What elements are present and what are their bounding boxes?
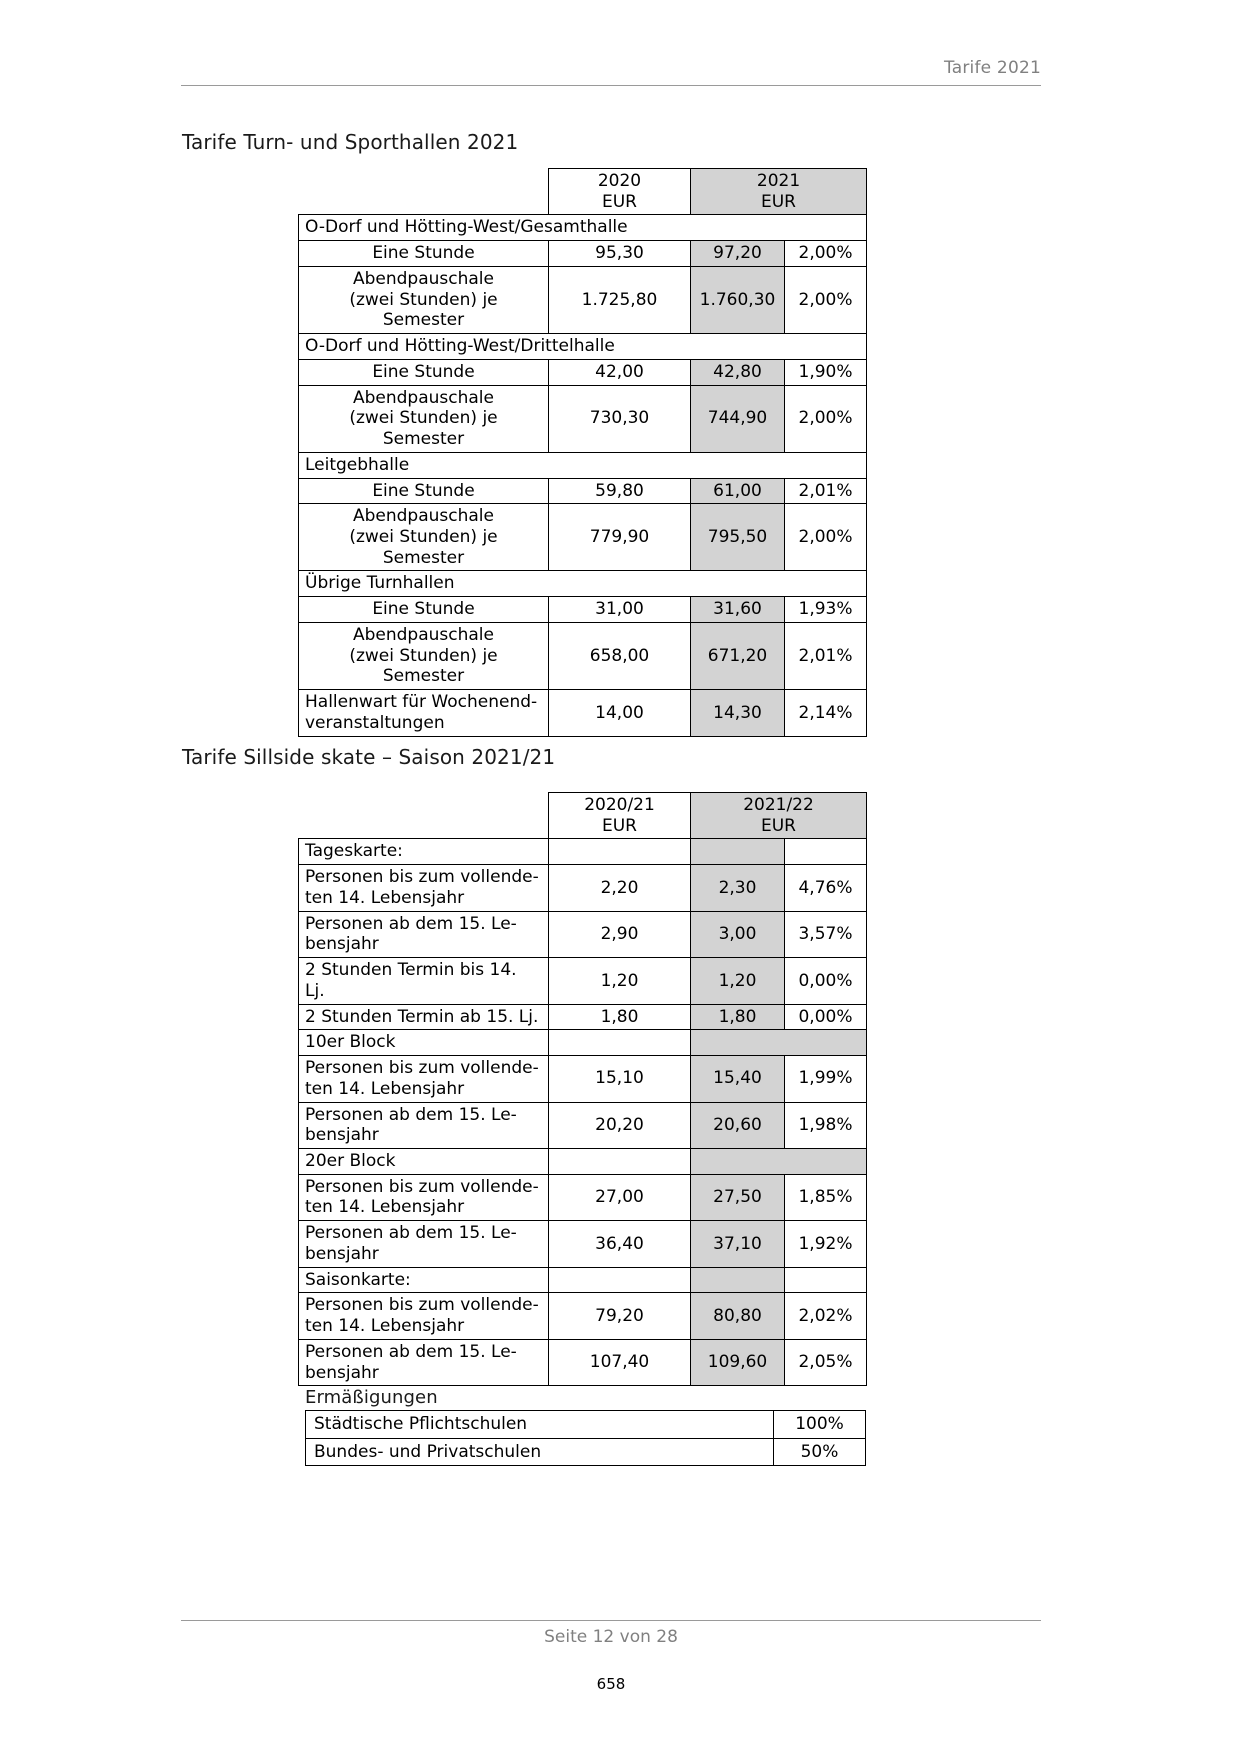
table-row — [306, 1438, 866, 1466]
table-row — [299, 597, 867, 623]
empty-corner-cell — [299, 169, 549, 215]
cell-pct: 1,92% — [785, 1221, 867, 1267]
row-label-ab-15 — [299, 1339, 549, 1385]
section-title-sillside-skate: Tarife Sillside skate – Saison 2021/21 — [182, 745, 556, 769]
row-label-line3: Semester — [382, 666, 465, 687]
row-label-line2: bensjahr — [305, 1243, 379, 1264]
cell-prev: 14,00 — [549, 690, 691, 736]
header-divider — [181, 85, 1041, 86]
row-label-line2: (zwei Stunden) je — [349, 408, 498, 429]
row-label-hallenwart — [299, 690, 549, 736]
section-title-sporthallen: Tarife Turn- und Sporthallen 2021 — [182, 130, 519, 154]
table-row — [306, 1411, 866, 1439]
table-row — [299, 1056, 867, 1102]
row-label-bis-14 — [299, 1056, 549, 1102]
row-label-line2: veranstaltungen — [305, 712, 445, 733]
category-odorf-drittelhalle: O-Dorf und Hötting-West/Drittelhalle — [299, 334, 867, 360]
cell-prev: 658,00 — [549, 622, 691, 689]
row-label — [299, 504, 549, 571]
row-label-bis-14 — [299, 865, 549, 911]
header-prev-unit: EUR — [602, 815, 637, 836]
cell-pct: 0,00% — [785, 958, 867, 1004]
row-label-ab-15 — [299, 1221, 549, 1267]
row-label-line2: ten 14. Lebensjahr — [305, 1078, 465, 1099]
category-saisonkarte: Saisonkarte: — [299, 1267, 549, 1293]
footer-page-label: Seite 12 von 28 — [544, 1627, 678, 1647]
cell-pct: 2,01% — [785, 478, 867, 504]
cell-pct: 1,85% — [785, 1174, 867, 1220]
header-prev-unit: EUR — [602, 191, 637, 212]
row-label: Eine Stunde — [299, 241, 549, 267]
header-curr-period — [691, 169, 867, 215]
cell-curr: 42,80 — [691, 359, 785, 385]
category-leitgebhalle: Leitgebhalle — [299, 452, 867, 478]
cell-pct: 1,90% — [785, 359, 867, 385]
cell-prev: 1,20 — [549, 958, 691, 1004]
header-prev-year: 2020/21 — [584, 795, 655, 815]
table-row — [299, 1293, 867, 1339]
category-odorf-gesamthalle: O-Dorf und Hötting-West/Gesamthalle — [299, 215, 867, 241]
table-row — [299, 478, 867, 504]
cell-curr: 1,20 — [691, 958, 785, 1004]
cell-pct: 2,00% — [785, 385, 867, 452]
table-row — [299, 1267, 867, 1293]
cell-pct: 2,00% — [785, 241, 867, 267]
cell-pct: 1,98% — [785, 1102, 867, 1148]
empty-corner-cell — [299, 793, 549, 839]
row-label-line2: bensjahr — [305, 934, 379, 955]
table-row — [299, 241, 867, 267]
cell-prev: 107,40 — [549, 1339, 691, 1385]
cell-prev: 15,10 — [549, 1056, 691, 1102]
cell-curr: 744,90 — [691, 385, 785, 452]
row-label-line3: Semester — [382, 310, 465, 331]
table-row — [299, 385, 867, 452]
row-label: Eine Stunde — [299, 359, 549, 385]
row-label-bis-14 — [299, 1174, 549, 1220]
cell-prev: 730,30 — [549, 385, 691, 452]
row-label-line1: Personen ab dem 15. Le- — [305, 1223, 517, 1244]
cell-empty — [549, 839, 691, 865]
row-label-bis-14 — [299, 1293, 549, 1339]
header-prev-year: 2020 — [597, 171, 642, 191]
table-row — [299, 266, 867, 333]
row-label-line3: Semester — [382, 429, 465, 450]
section-title-ermaessigungen: Ermäßigungen — [305, 1387, 438, 1408]
header-prev-period — [549, 169, 691, 215]
row-label-pflichtschulen: Städtische Pflichtschulen — [306, 1411, 774, 1439]
row-label: Eine Stunde — [299, 478, 549, 504]
cell-curr: 3,00 — [691, 911, 785, 957]
row-label-line1: Abendpauschale — [352, 387, 494, 408]
cell-curr: 14,30 — [691, 690, 785, 736]
table-row — [299, 865, 867, 911]
cell-curr: 1,80 — [691, 1004, 785, 1030]
table-row — [299, 1149, 867, 1175]
table-row — [299, 359, 867, 385]
cell-prev: 2,20 — [549, 865, 691, 911]
category-tageskarte: Tageskarte: — [299, 839, 549, 865]
table-row — [299, 334, 867, 360]
table-row — [299, 690, 867, 736]
table-row — [299, 958, 867, 1004]
cell-prev: 20,20 — [549, 1102, 691, 1148]
header-curr-unit: EUR — [761, 815, 796, 836]
table-header-row — [299, 793, 867, 839]
row-label-line2: ten 14. Lebensjahr — [305, 887, 465, 908]
row-label-line3: Semester — [382, 547, 465, 568]
cell-empty — [549, 1030, 691, 1056]
cell-value: 50% — [774, 1438, 866, 1466]
row-label-2h-ab-15: 2 Stunden Termin ab 15. Lj. — [299, 1004, 549, 1030]
table-row — [299, 215, 867, 241]
cell-pct: 4,76% — [785, 865, 867, 911]
row-label-line1: Personen bis zum vollende- — [305, 867, 539, 888]
row-label-line2: bensjahr — [305, 1362, 379, 1383]
table-row — [299, 1030, 867, 1056]
row-label-line1: Personen ab dem 15. Le- — [305, 1104, 517, 1125]
table-row — [299, 622, 867, 689]
header-title: Tarife 2021 — [943, 58, 1041, 78]
cell-prev: 42,00 — [549, 359, 691, 385]
cell-curr: 80,80 — [691, 1293, 785, 1339]
table-header-row — [299, 169, 867, 215]
row-label-ab-15 — [299, 911, 549, 957]
cell-curr: 1.760,30 — [691, 266, 785, 333]
row-label-line2: bensjahr — [305, 1125, 379, 1146]
table-tarife-sporthallen — [298, 168, 867, 737]
cell-pct: 1,99% — [785, 1056, 867, 1102]
cell-curr: 2,30 — [691, 865, 785, 911]
table-row — [299, 911, 867, 957]
row-label-line2: ten 14. Lebensjahr — [305, 1197, 465, 1218]
document-number: 658 — [596, 1675, 626, 1693]
cell-prev: 95,30 — [549, 241, 691, 267]
page-footer — [181, 1620, 1041, 1647]
cell-curr: 61,00 — [691, 478, 785, 504]
cell-curr: 15,40 — [691, 1056, 785, 1102]
cell-pct: 0,00% — [785, 1004, 867, 1030]
cell-empty — [549, 1149, 691, 1175]
table-row — [299, 1339, 867, 1385]
cell-empty — [691, 1267, 785, 1293]
header-prev-period — [549, 793, 691, 839]
cell-empty — [691, 1149, 867, 1175]
table-row — [299, 504, 867, 571]
cell-prev: 31,00 — [549, 597, 691, 623]
row-label-line1: Personen ab dem 15. Le- — [305, 1341, 517, 1362]
cell-pct: 2,00% — [785, 266, 867, 333]
cell-empty — [691, 1030, 867, 1056]
cell-curr: 20,60 — [691, 1102, 785, 1148]
cell-pct: 2,02% — [785, 1293, 867, 1339]
cell-curr: 31,60 — [691, 597, 785, 623]
cell-empty — [785, 1267, 867, 1293]
table-row — [299, 1102, 867, 1148]
cell-curr: 37,10 — [691, 1221, 785, 1267]
row-label-line2: (zwei Stunden) je — [349, 645, 498, 666]
row-label-line1: 2 Stunden Termin bis 14. — [305, 960, 517, 981]
cell-pct: 2,14% — [785, 690, 867, 736]
cell-empty — [785, 839, 867, 865]
row-label-ab-15 — [299, 1102, 549, 1148]
table-tarife-sillside-skate — [298, 792, 867, 1386]
row-label-line1: Abendpauschale — [352, 268, 494, 289]
cell-pct: 2,05% — [785, 1339, 867, 1385]
row-label-line1: Personen bis zum vollende- — [305, 1176, 539, 1197]
table-row — [299, 571, 867, 597]
cell-curr: 97,20 — [691, 241, 785, 267]
row-label-line1: Hallenwart für Wochenend- — [305, 692, 538, 713]
cell-prev: 1.725,80 — [549, 266, 691, 333]
table-row — [299, 1221, 867, 1267]
row-label — [299, 385, 549, 452]
cell-empty — [691, 839, 785, 865]
row-label — [299, 266, 549, 333]
row-label-line1: Personen bis zum vollende- — [305, 1295, 539, 1316]
row-label-line1: Abendpauschale — [352, 624, 494, 645]
table-row — [299, 839, 867, 865]
row-label-line1: Personen bis zum vollende- — [305, 1058, 539, 1079]
page-header — [181, 58, 1041, 86]
cell-pct: 2,01% — [785, 622, 867, 689]
row-label-line2: ten 14. Lebensjahr — [305, 1316, 465, 1337]
cell-pct: 3,57% — [785, 911, 867, 957]
table-ermaessigungen — [305, 1410, 866, 1466]
row-label-line1: Personen ab dem 15. Le- — [305, 913, 517, 934]
table-row — [299, 452, 867, 478]
cell-pct: 1,93% — [785, 597, 867, 623]
cell-curr: 109,60 — [691, 1339, 785, 1385]
row-label-2h-bis-14 — [299, 958, 549, 1004]
cell-curr: 27,50 — [691, 1174, 785, 1220]
header-curr-year: 2021/22 — [743, 795, 814, 815]
cell-prev: 1,80 — [549, 1004, 691, 1030]
cell-prev: 779,90 — [549, 504, 691, 571]
cell-prev: 36,40 — [549, 1221, 691, 1267]
row-label — [299, 622, 549, 689]
cell-prev: 59,80 — [549, 478, 691, 504]
cell-prev: 2,90 — [549, 911, 691, 957]
cell-pct: 2,00% — [785, 504, 867, 571]
header-curr-period — [691, 793, 867, 839]
row-label-line1: Abendpauschale — [352, 506, 494, 527]
cell-prev: 79,20 — [549, 1293, 691, 1339]
cell-curr: 795,50 — [691, 504, 785, 571]
row-label-line2: Lj. — [305, 980, 325, 1001]
category-10er-block: 10er Block — [299, 1030, 549, 1056]
cell-curr: 671,20 — [691, 622, 785, 689]
category-uebrige-turnhallen: Übrige Turnhallen — [299, 571, 867, 597]
row-label-line2: (zwei Stunden) je — [349, 289, 498, 310]
table-row — [299, 1004, 867, 1030]
table-row — [299, 1174, 867, 1220]
row-label: Eine Stunde — [299, 597, 549, 623]
cell-value: 100% — [774, 1411, 866, 1439]
header-curr-year: 2021 — [756, 171, 801, 191]
row-label-line2: (zwei Stunden) je — [349, 527, 498, 548]
row-label-privatschulen: Bundes- und Privatschulen — [306, 1438, 774, 1466]
category-20er-block: 20er Block — [299, 1149, 549, 1175]
cell-empty — [549, 1267, 691, 1293]
cell-prev: 27,00 — [549, 1174, 691, 1220]
header-curr-unit: EUR — [761, 191, 796, 212]
